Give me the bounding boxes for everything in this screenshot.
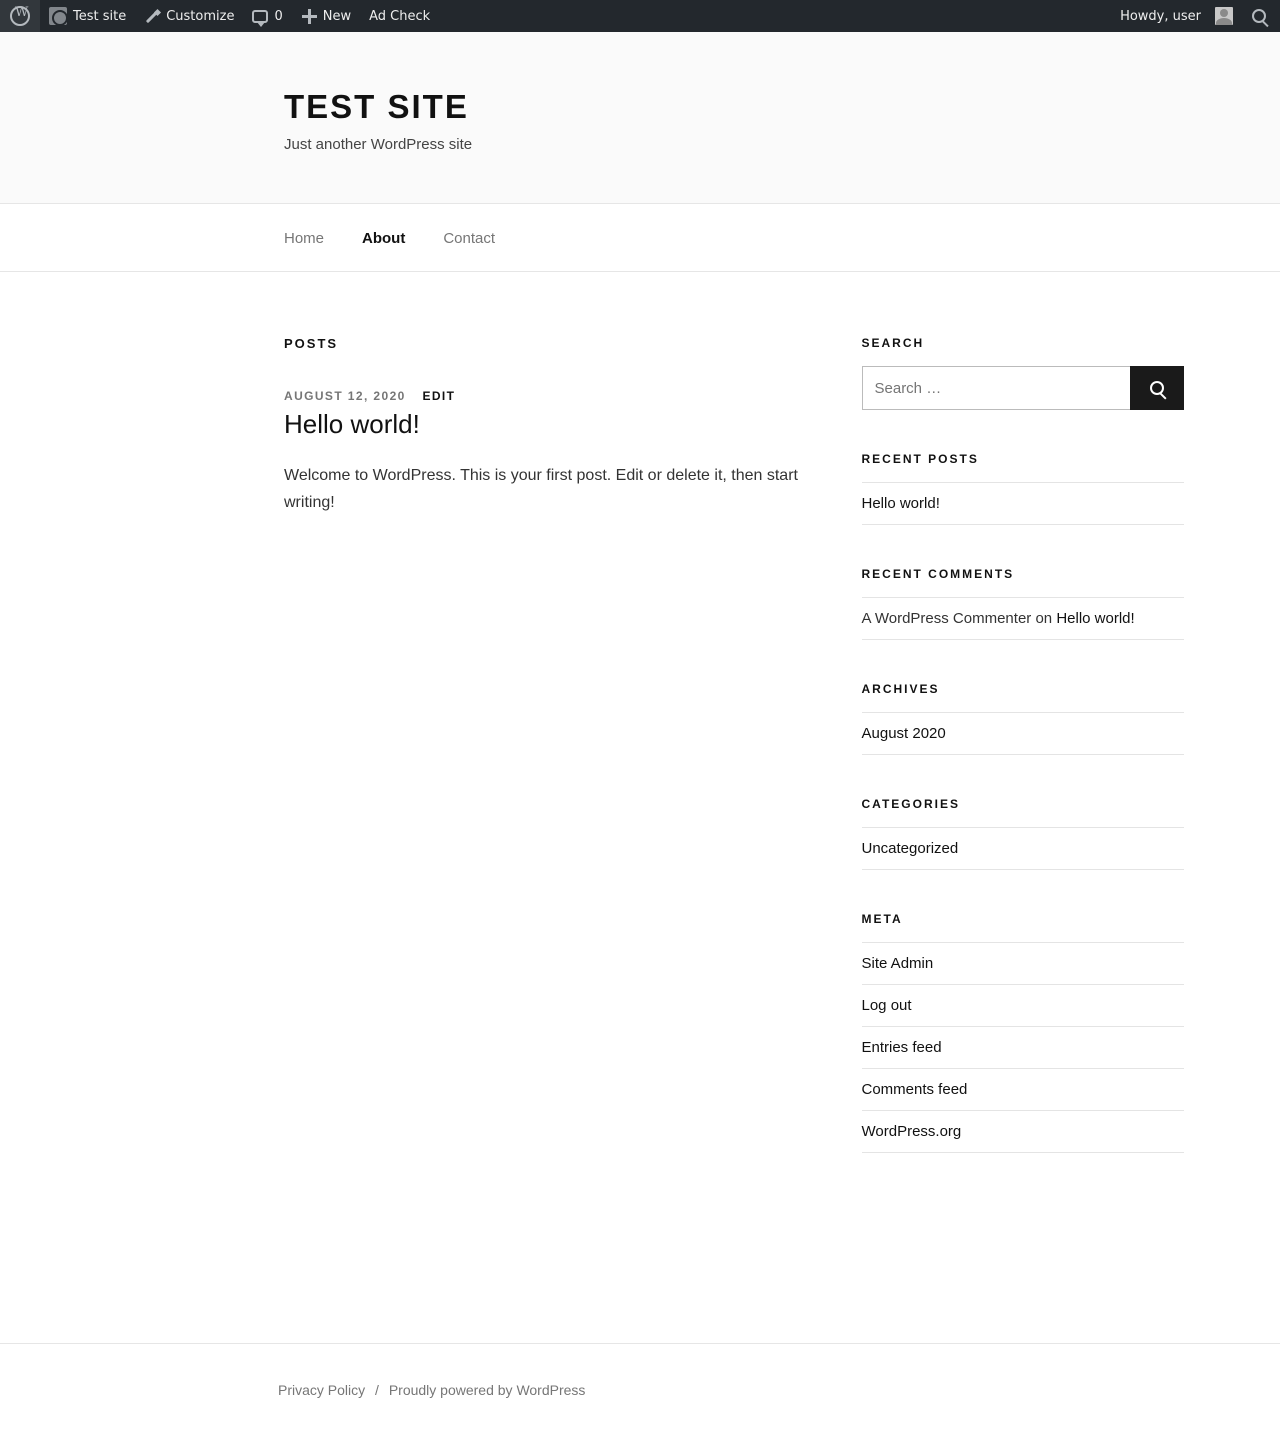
search-form bbox=[862, 366, 1185, 410]
search-icon bbox=[1252, 9, 1266, 23]
footer-separator: / bbox=[375, 1382, 379, 1398]
post-meta bbox=[284, 389, 822, 403]
site-name-label: Test site bbox=[73, 8, 127, 24]
list-item bbox=[862, 985, 1185, 1027]
admin-bar bbox=[0, 0, 1280, 32]
search-icon bbox=[1150, 381, 1164, 395]
wordpress-logo-icon bbox=[10, 6, 30, 26]
comment-on-text: on bbox=[1031, 610, 1057, 627]
list-item bbox=[862, 482, 1185, 525]
search-submit-button[interactable] bbox=[1130, 366, 1184, 410]
admin-bar-ad-check[interactable] bbox=[360, 0, 439, 32]
meta-link-site-admin[interactable]: Site Admin bbox=[861, 955, 934, 972]
archives-title: ARCHIVES bbox=[861, 682, 940, 696]
wordpress-logo-menu[interactable] bbox=[0, 0, 40, 32]
meta-title: META bbox=[861, 912, 903, 926]
search-widget-title: SEARCH bbox=[861, 336, 925, 350]
meta-link-wordpress-org[interactable]: WordPress.org bbox=[861, 1123, 962, 1140]
customize-label: Customize bbox=[166, 8, 235, 24]
category-link-uncategorized[interactable]: Uncategorized bbox=[861, 840, 959, 857]
admin-bar-customize[interactable] bbox=[135, 0, 243, 32]
footer-privacy-policy-link[interactable]: Privacy Policy bbox=[278, 1382, 366, 1398]
admin-bar-new[interactable] bbox=[292, 0, 360, 32]
meta-link-log-out[interactable]: Log out bbox=[861, 997, 912, 1014]
recent-post-link[interactable]: Hello world! bbox=[861, 495, 940, 512]
site-description: Just another WordPress site bbox=[284, 136, 473, 153]
comments-count: 0 bbox=[274, 8, 283, 24]
plus-icon bbox=[301, 8, 317, 24]
widget-meta bbox=[862, 912, 1185, 1153]
comment-author: A WordPress Commenter bbox=[861, 610, 1032, 627]
list-item bbox=[862, 1111, 1185, 1153]
list-item bbox=[862, 1069, 1185, 1111]
archive-link-august-2020[interactable]: August 2020 bbox=[861, 725, 946, 742]
admin-bar-comments[interactable] bbox=[243, 0, 291, 32]
nav-item-home[interactable]: Home bbox=[284, 229, 325, 247]
admin-bar-search-toggle[interactable] bbox=[1242, 0, 1280, 32]
categories-title: CATEGORIES bbox=[861, 797, 960, 811]
posts-heading: POSTS bbox=[284, 336, 339, 351]
list-item bbox=[862, 942, 1185, 985]
site-icon bbox=[49, 7, 67, 25]
comment-bubble-icon bbox=[252, 10, 268, 23]
list-item bbox=[862, 827, 1185, 870]
admin-bar-right bbox=[1111, 0, 1280, 32]
main-column bbox=[284, 336, 822, 1195]
comment-post-link[interactable]: Hello world! bbox=[1056, 610, 1135, 627]
post-date-link[interactable]: AUGUST 12, 2020 bbox=[284, 389, 406, 403]
new-label: New bbox=[322, 8, 352, 24]
howdy-label: Howdy, user bbox=[1120, 8, 1201, 24]
nav-item-about[interactable]: About bbox=[362, 229, 406, 247]
search-input[interactable] bbox=[862, 366, 1131, 410]
post-title[interactable]: Hello world! bbox=[284, 409, 420, 439]
list-item bbox=[862, 1027, 1185, 1069]
widget-recent-comments bbox=[862, 567, 1185, 640]
primary-navigation bbox=[0, 204, 1280, 272]
admin-bar-my-account[interactable] bbox=[1111, 0, 1242, 32]
archives-list bbox=[862, 712, 1185, 755]
site-header bbox=[0, 32, 1280, 204]
widget-categories bbox=[862, 797, 1185, 870]
recent-posts-list bbox=[862, 482, 1185, 525]
post-edit-link[interactable]: EDIT bbox=[422, 389, 456, 403]
admin-bar-site-name[interactable] bbox=[40, 0, 135, 32]
categories-list bbox=[862, 827, 1185, 870]
list-item bbox=[862, 712, 1185, 755]
widget-search bbox=[862, 336, 1185, 410]
site-footer bbox=[0, 1343, 1280, 1398]
recent-comments-title: RECENT COMMENTS bbox=[861, 567, 1015, 581]
footer-credit-link[interactable]: Proudly powered by WordPress bbox=[388, 1382, 586, 1398]
sidebar bbox=[862, 336, 1185, 1195]
widget-recent-posts bbox=[862, 452, 1185, 525]
recent-posts-title: RECENT POSTS bbox=[861, 452, 979, 466]
site-title[interactable]: TEST SITE bbox=[284, 88, 469, 125]
recent-comments-list bbox=[862, 597, 1185, 640]
nav-item-contact[interactable]: Contact bbox=[443, 229, 496, 247]
ad-check-label: Ad Check bbox=[369, 8, 431, 24]
content-area bbox=[96, 272, 1184, 1195]
pencil-icon bbox=[144, 8, 160, 24]
widget-archives bbox=[862, 682, 1185, 755]
post-excerpt: Welcome to WordPress. This is your first post. Edit or delete it, then start writing! bbox=[284, 467, 798, 512]
post-article bbox=[284, 389, 822, 516]
meta-link-entries-feed[interactable]: Entries feed bbox=[861, 1039, 942, 1056]
meta-list bbox=[862, 942, 1185, 1153]
avatar bbox=[1215, 7, 1233, 25]
meta-link-comments-feed[interactable]: Comments feed bbox=[861, 1081, 968, 1098]
list-item bbox=[862, 597, 1185, 640]
